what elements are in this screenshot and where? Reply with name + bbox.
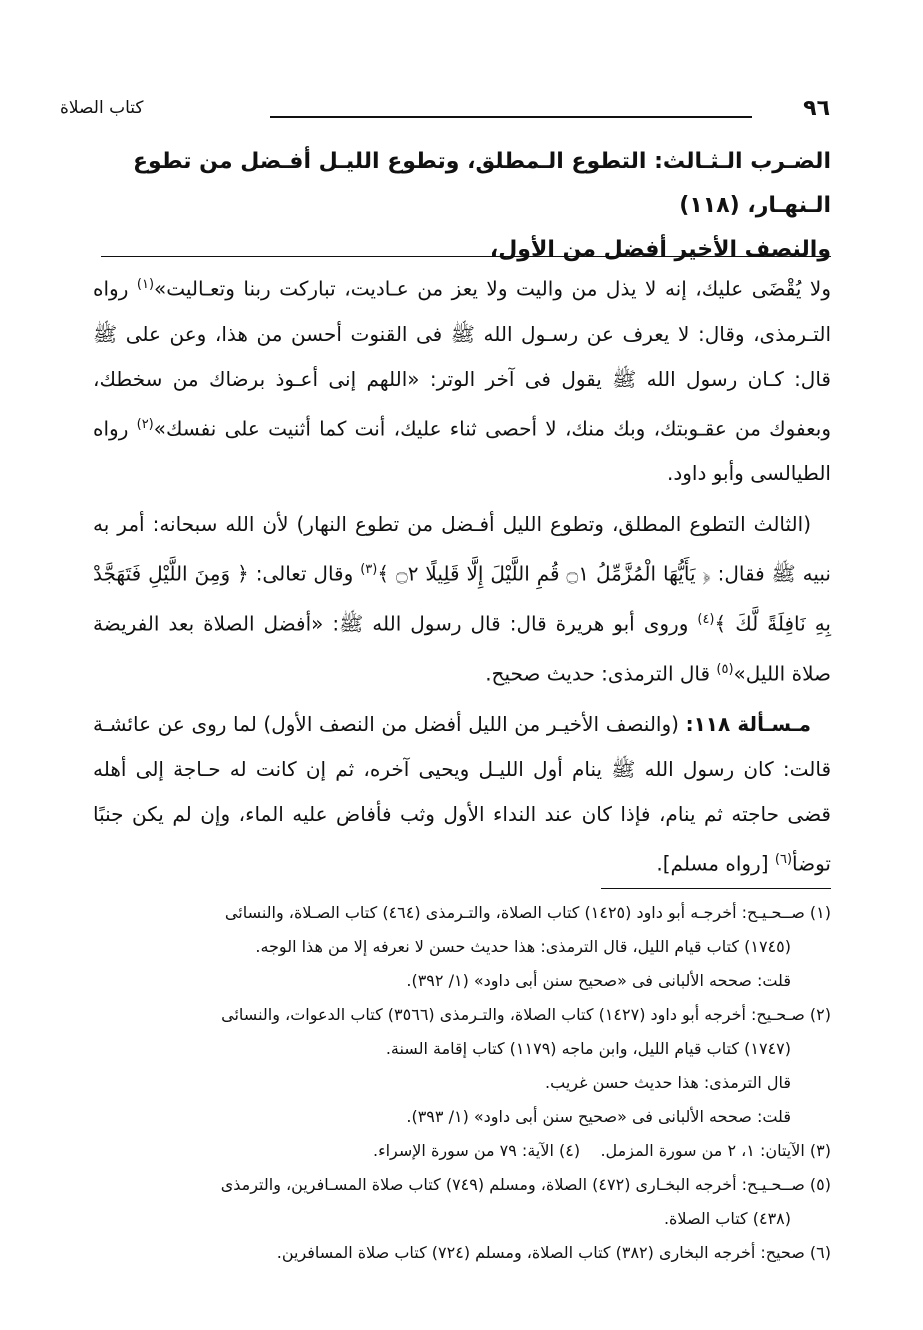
footnote-separator <box>601 888 831 889</box>
footnote-4: (٤) الآية: ٧٩ من سورة الإسراء. <box>373 1141 581 1160</box>
paragraph-2-text-d: قال الترمذى: حديث صحيح. <box>485 661 717 686</box>
footnote-1-cont: (١٧٤٥) كتاب قيام الليل، قال الترمذى: هذا حديث حسن لا نعرفه إلا من هذا الوجه. <box>255 937 791 956</box>
header-rule <box>270 116 752 118</box>
footnote-1: (١) صــحـيـح: أخرجـه أبو داود (١٤٢٥) كتاب الصلاة، والتـرمذى (٤٦٤) كتاب الصـلاة، والنسائى <box>224 903 831 922</box>
footnote-5-cont: (٤٣٨) كتاب الصلاة. <box>663 1209 791 1228</box>
footnote-6: (٦) صحيح: أخرجه البخارى (٣٨٢) كتاب الصلاة، ومسلم (٧٢٤) كتاب صلاة المسافرين. <box>276 1243 831 1262</box>
paragraph-1-text-c: رواه الطيالسى وأبو داود. <box>93 416 831 486</box>
footnote-2-note-a: قال الترمذى: هذا حديث حسن غريب. <box>545 1073 791 1092</box>
paragraph-3-text-b: [رواه مسلم]. <box>656 851 775 876</box>
heading-line-1: الضـرب الـثـالث: التطوع الـمطلق، وتطوع الليـل أفـضل من تطوع الـنهـار، (١١٨) <box>132 149 831 218</box>
footnote-1-note: قلت: صححه الألبانى فى «صحيح سنن أبى داود» (١/ ٣٩٢). <box>406 971 791 990</box>
paragraph-3 <box>93 702 831 887</box>
paragraph-2 <box>93 502 831 696</box>
main-text <box>93 262 831 887</box>
footnote-ref-5: (٥) <box>716 661 734 677</box>
footnote-ref-2: (٢) <box>136 416 154 432</box>
paragraph-3-text: (والنصف الأخيـر من الليل أفضل من النصف الأول) لما روى عن عائشـة قالت: كان رسول الله ﷺ ينام أول الليـل ويحيى آخره، ثم إن كانت له حـاجة إلى أهله قضى حاجته ثم ينام، فإذا كان عند النداء الأول وثب فأفاض عليه الماء، وإن لم يكن جنبًا توضأ <box>93 712 831 876</box>
running-title: كتاب الصلاة <box>60 98 144 118</box>
page-header <box>60 96 830 130</box>
footnote-3-4-row <box>93 1134 831 1168</box>
paragraph-1-text: ولا يُقْضَى عليك، إنه لا يذل من واليت ولا يعز من عـاديت، تباركت ربنا وتعـاليت» <box>154 276 831 301</box>
heading-separator <box>101 256 831 257</box>
paragraph-2-text-b: وقال تعالى: ﴿ وَمِنَ اللَّيْلِ فَتَهَجَّدْ بِهِ نَافِلَةً لَّكَ ﴾ <box>93 561 832 636</box>
footnotes <box>93 896 831 1270</box>
paragraph-2-text: (الثالث التطوع المطلق، وتطوع الليل أفـضل من تطوع النهار) لأن الله سبحانه: أمر به نبيه ﷺ فقال: ﴿ يَأَيُّهَا الْمُزَّمِّلُ ۝١ قُمِ اللَّيْلَ إِلَّا قَلِيلًا ۝٢ ﴾ <box>93 512 832 586</box>
paragraph-1 <box>93 262 831 496</box>
footnote-ref-1: (١) <box>136 277 155 292</box>
heading-line-2: والنصف الأخير أفضل من الأول، <box>489 237 831 262</box>
footnote-ref-3: (٣) <box>360 562 378 578</box>
chapter-heading <box>71 140 831 272</box>
issue-label: مـسـألة ١١٨: <box>685 712 811 737</box>
paragraph-2-text-c: وروى أبو هريرة قال: قال رسول الله ﷺ: «أفضل الصلاة بعد الفريضة صلاة الليل» <box>93 611 831 686</box>
footnote-ref-4: (٤) <box>697 611 715 627</box>
footnote-2-note-b: قلت: صححه الألبانى فى «صحيح سنن أبى داود» (١/ ٣٩٣). <box>406 1107 791 1126</box>
footnote-ref-6: (٦) <box>774 852 793 868</box>
footnote-2-cont: (١٧٤٧) كتاب قيام الليل، وابن ماجه (١١٧٩) كتاب إقامة السنة. <box>385 1039 791 1058</box>
footnote-2: (٢) صـحـيح: أخرجه أبو داود (١٤٢٧) كتاب الصلاة، والتـرمذى (٣٥٦٦) كتاب الدعوات، والنسائى <box>221 1005 831 1024</box>
footnote-3: (٣) الآيتان: ١، ٢ من سورة المزمل. <box>600 1141 831 1160</box>
page-number: ٩٦ <box>803 96 830 121</box>
footnote-5: (٥) صــحـيـح: أخرجه البخـارى (٤٧٢) الصلاة، ومسلم (٧٤٩) كتاب صلاة المسـافرين، والترمذى <box>220 1175 831 1194</box>
paragraph-1-text-b: رواه التـرمذى، وقال: لا يعرف عن رسـول الله ﷺ فى القنوت أحسن من هذا، وعن على ﷺ قال: كـان رسول الله ﷺ يقول فى آخر الوتر: «اللهم إنى أعـوذ برضاك من سخطك، وبعفوك من عقـوبتك، وبك منك، لا أحصى ثناء عليك، أنت كما أثنيت على نفسك» <box>93 276 831 441</box>
